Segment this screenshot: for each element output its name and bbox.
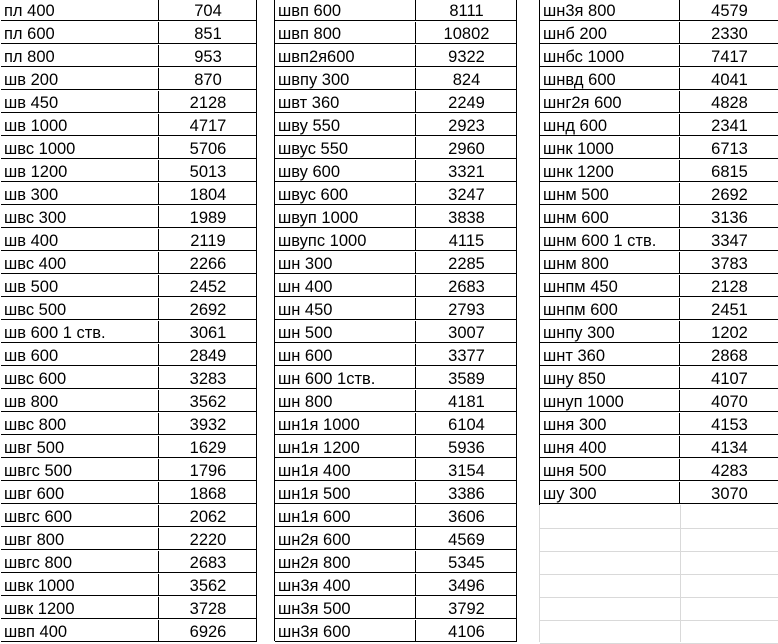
item-name-cell: шнк 1200 bbox=[540, 160, 680, 182]
item-price-cell: 3386 bbox=[416, 482, 517, 504]
table-row bbox=[539, 252, 778, 275]
table-row bbox=[274, 482, 516, 505]
table-row bbox=[539, 22, 778, 45]
item-name-cell: шв 800 bbox=[1, 390, 159, 412]
table-row bbox=[274, 597, 516, 620]
item-price-cell: 6926 bbox=[159, 620, 257, 642]
item-name-cell: швс 600 bbox=[1, 367, 159, 389]
item-name-cell: шн2я 800 bbox=[275, 551, 416, 573]
table-row bbox=[274, 459, 516, 482]
item-price-cell: 3783 bbox=[680, 252, 778, 274]
empty-grid-line bbox=[539, 505, 540, 642]
item-price-cell: 2249 bbox=[416, 91, 517, 113]
item-price-cell: 5936 bbox=[416, 436, 517, 458]
item-price-cell: 2341 bbox=[680, 114, 778, 136]
item-name-cell: пл 800 bbox=[1, 45, 159, 67]
item-price-cell: 3247 bbox=[416, 183, 517, 205]
item-name-cell: шв 200 bbox=[1, 68, 159, 90]
empty-grid-line bbox=[540, 620, 778, 621]
table-row bbox=[0, 482, 256, 505]
item-price-cell: 2683 bbox=[159, 551, 257, 573]
item-price-cell: 1796 bbox=[159, 459, 257, 481]
table-row bbox=[0, 183, 256, 206]
item-price-cell: 704 bbox=[159, 0, 257, 21]
table-row bbox=[274, 114, 516, 137]
item-price-cell: 3154 bbox=[416, 459, 517, 481]
item-price-cell: 2062 bbox=[159, 505, 257, 527]
table-row bbox=[539, 436, 778, 459]
item-price-cell: 1202 bbox=[680, 321, 778, 343]
table-row bbox=[0, 344, 256, 367]
table-row bbox=[0, 436, 256, 459]
table-row bbox=[539, 390, 778, 413]
item-name-cell: шнуп 1000 bbox=[540, 390, 680, 412]
table-row bbox=[539, 206, 778, 229]
item-price-cell: 6815 bbox=[680, 160, 778, 182]
table-row bbox=[0, 459, 256, 482]
table-row bbox=[274, 551, 516, 574]
item-price-cell: 953 bbox=[159, 45, 257, 67]
item-price-cell: 4181 bbox=[416, 390, 517, 412]
item-name-cell: шнд 600 bbox=[540, 114, 680, 136]
empty-grid-line bbox=[540, 597, 778, 598]
item-price-cell: 2692 bbox=[680, 183, 778, 205]
item-name-cell: швгс 800 bbox=[1, 551, 159, 573]
item-name-cell: швг 500 bbox=[1, 436, 159, 458]
item-price-cell: 4070 bbox=[680, 390, 778, 412]
table-row bbox=[274, 574, 516, 597]
item-name-cell: швп2я600 bbox=[275, 45, 416, 67]
table-row bbox=[274, 528, 516, 551]
item-name-cell: швс 300 bbox=[1, 206, 159, 228]
item-price-cell: 2960 bbox=[416, 137, 517, 159]
item-price-cell: 4115 bbox=[416, 229, 517, 251]
item-price-cell: 3283 bbox=[159, 367, 257, 389]
item-name-cell: швп 600 bbox=[275, 0, 416, 21]
table-row bbox=[0, 574, 256, 597]
table-row bbox=[274, 252, 516, 275]
item-name-cell: швус 550 bbox=[275, 137, 416, 159]
item-price-cell: 3007 bbox=[416, 321, 517, 343]
table-row bbox=[274, 91, 516, 114]
table-row bbox=[539, 137, 778, 160]
item-price-cell: 7417 bbox=[680, 45, 778, 67]
item-price-cell: 3061 bbox=[159, 321, 257, 343]
table-row bbox=[274, 22, 516, 45]
item-name-cell: швпу 300 bbox=[275, 68, 416, 90]
item-name-cell: шв 400 bbox=[1, 229, 159, 251]
item-price-cell: 3070 bbox=[680, 482, 778, 504]
table-row bbox=[0, 620, 256, 643]
table-row bbox=[0, 528, 256, 551]
item-price-cell: 9322 bbox=[416, 45, 517, 67]
item-name-cell: швп 400 bbox=[1, 620, 159, 642]
item-name-cell: швт 360 bbox=[275, 91, 416, 113]
item-price-cell: 2285 bbox=[416, 252, 517, 274]
item-name-cell: шн1я 500 bbox=[275, 482, 416, 504]
item-name-cell: швуп 1000 bbox=[275, 206, 416, 228]
table-row bbox=[274, 229, 516, 252]
item-price-cell: 1629 bbox=[159, 436, 257, 458]
table-row bbox=[274, 137, 516, 160]
item-price-cell: 2266 bbox=[159, 252, 257, 274]
item-price-cell: 3496 bbox=[416, 574, 517, 596]
table-row bbox=[539, 413, 778, 436]
item-name-cell: шв 300 bbox=[1, 183, 159, 205]
table-row bbox=[539, 68, 778, 91]
table-row bbox=[0, 22, 256, 45]
item-price-cell: 824 bbox=[416, 68, 517, 90]
item-name-cell: шнпм 600 bbox=[540, 298, 680, 320]
item-name-cell: шн 600 1ств. bbox=[275, 367, 416, 389]
item-name-cell: шн3я 500 bbox=[275, 597, 416, 619]
table-row bbox=[274, 413, 516, 436]
table-row bbox=[274, 367, 516, 390]
table-row bbox=[0, 321, 256, 344]
item-name-cell: шну 850 bbox=[540, 367, 680, 389]
item-name-cell: шнг2я 600 bbox=[540, 91, 680, 113]
table-row bbox=[274, 183, 516, 206]
item-price-cell: 3136 bbox=[680, 206, 778, 228]
table-row bbox=[0, 597, 256, 620]
item-price-cell: 851 bbox=[159, 22, 257, 44]
item-name-cell: шня 500 bbox=[540, 459, 680, 481]
table-row bbox=[274, 206, 516, 229]
table-row bbox=[539, 45, 778, 68]
table-row bbox=[0, 114, 256, 137]
item-name-cell: швус 600 bbox=[275, 183, 416, 205]
table-row bbox=[274, 275, 516, 298]
item-name-cell: швс 800 bbox=[1, 413, 159, 435]
table-row bbox=[274, 620, 516, 643]
item-name-cell: шнбс 1000 bbox=[540, 45, 680, 67]
item-price-cell: 6104 bbox=[416, 413, 517, 435]
table-row bbox=[0, 137, 256, 160]
item-name-cell: шв 600 bbox=[1, 344, 159, 366]
item-name-cell: шв 450 bbox=[1, 91, 159, 113]
item-name-cell: шу 300 bbox=[540, 482, 680, 504]
item-name-cell: шн 300 bbox=[275, 252, 416, 274]
item-price-cell: 2451 bbox=[680, 298, 778, 320]
item-name-cell: шн1я 1200 bbox=[275, 436, 416, 458]
item-price-cell: 3562 bbox=[159, 574, 257, 596]
table-row bbox=[274, 0, 516, 22]
table-row bbox=[539, 183, 778, 206]
item-name-cell: швс 400 bbox=[1, 252, 159, 274]
item-name-cell: шнм 600 1 ств. bbox=[540, 229, 680, 251]
item-price-cell: 2128 bbox=[159, 91, 257, 113]
item-price-cell: 4041 bbox=[680, 68, 778, 90]
item-name-cell: шн 800 bbox=[275, 390, 416, 412]
table-row bbox=[0, 275, 256, 298]
item-name-cell: пл 400 bbox=[1, 0, 159, 21]
item-price-cell: 3728 bbox=[159, 597, 257, 619]
item-price-cell: 2128 bbox=[680, 275, 778, 297]
item-price-cell: 4828 bbox=[680, 91, 778, 113]
item-price-cell: 2692 bbox=[159, 298, 257, 320]
table-row bbox=[539, 114, 778, 137]
item-name-cell: шн1я 1000 bbox=[275, 413, 416, 435]
item-name-cell: шн3я 400 bbox=[275, 574, 416, 596]
item-name-cell: шн 500 bbox=[275, 321, 416, 343]
item-name-cell: шнк 1000 bbox=[540, 137, 680, 159]
table-row bbox=[539, 298, 778, 321]
item-price-cell: 3321 bbox=[416, 160, 517, 182]
item-price-cell: 4106 bbox=[416, 620, 517, 642]
table-row bbox=[539, 275, 778, 298]
item-price-cell: 2849 bbox=[159, 344, 257, 366]
item-price-cell: 5345 bbox=[416, 551, 517, 573]
table-row bbox=[0, 91, 256, 114]
table-row bbox=[539, 91, 778, 114]
item-price-cell: 2683 bbox=[416, 275, 517, 297]
item-name-cell: шв 500 bbox=[1, 275, 159, 297]
item-name-cell: швупс 1000 bbox=[275, 229, 416, 251]
item-price-cell: 2119 bbox=[159, 229, 257, 251]
empty-grid-line bbox=[540, 551, 778, 552]
item-name-cell: шн 600 bbox=[275, 344, 416, 366]
item-price-cell: 1804 bbox=[159, 183, 257, 205]
item-name-cell: шв 600 1 ств. bbox=[1, 321, 159, 343]
table-row bbox=[539, 321, 778, 344]
table-row bbox=[274, 160, 516, 183]
item-name-cell: швп 800 bbox=[275, 22, 416, 44]
table-row bbox=[0, 68, 256, 91]
item-price-cell: 2452 bbox=[159, 275, 257, 297]
table-row bbox=[0, 551, 256, 574]
empty-grid-line bbox=[540, 574, 778, 575]
item-name-cell: шня 300 bbox=[540, 413, 680, 435]
table-row bbox=[539, 160, 778, 183]
item-price-cell: 6713 bbox=[680, 137, 778, 159]
table-row bbox=[0, 252, 256, 275]
item-price-cell: 4579 bbox=[680, 0, 778, 21]
item-price-cell: 4717 bbox=[159, 114, 257, 136]
item-price-cell: 2330 bbox=[680, 22, 778, 44]
item-name-cell: швк 1200 bbox=[1, 597, 159, 619]
item-name-cell: шнт 360 bbox=[540, 344, 680, 366]
item-name-cell: шн2я 600 bbox=[275, 528, 416, 550]
item-name-cell: шв 1200 bbox=[1, 160, 159, 182]
item-price-cell: 4283 bbox=[680, 459, 778, 481]
table-row bbox=[0, 413, 256, 436]
item-name-cell: шв 1000 bbox=[1, 114, 159, 136]
table-row bbox=[539, 0, 778, 22]
item-price-cell: 3347 bbox=[680, 229, 778, 251]
table-row bbox=[274, 390, 516, 413]
item-name-cell: швс 500 bbox=[1, 298, 159, 320]
item-name-cell: шнм 800 bbox=[540, 252, 680, 274]
item-price-cell: 3562 bbox=[159, 390, 257, 412]
table-row bbox=[274, 68, 516, 91]
empty-grid-line bbox=[540, 528, 778, 529]
item-name-cell: шн 400 bbox=[275, 275, 416, 297]
item-name-cell: шву 550 bbox=[275, 114, 416, 136]
item-name-cell: шнпу 300 bbox=[540, 321, 680, 343]
item-name-cell: шнпм 450 bbox=[540, 275, 680, 297]
table-row bbox=[0, 160, 256, 183]
item-name-cell: шнм 600 bbox=[540, 206, 680, 228]
item-price-cell: 3792 bbox=[416, 597, 517, 619]
item-name-cell: шн3я 600 bbox=[275, 620, 416, 642]
table-row bbox=[539, 459, 778, 482]
item-price-cell: 3838 bbox=[416, 206, 517, 228]
item-name-cell: швс 1000 bbox=[1, 137, 159, 159]
item-name-cell: швг 800 bbox=[1, 528, 159, 550]
item-price-cell: 870 bbox=[159, 68, 257, 90]
item-price-cell: 3589 bbox=[416, 367, 517, 389]
item-name-cell: шнб 200 bbox=[540, 22, 680, 44]
item-name-cell: шнм 500 bbox=[540, 183, 680, 205]
table-row bbox=[539, 229, 778, 252]
item-name-cell: швгс 500 bbox=[1, 459, 159, 481]
item-name-cell: швгс 600 bbox=[1, 505, 159, 527]
item-price-cell: 5706 bbox=[159, 137, 257, 159]
item-price-cell: 1989 bbox=[159, 206, 257, 228]
item-name-cell: шн 450 bbox=[275, 298, 416, 320]
table-row bbox=[0, 390, 256, 413]
table-row bbox=[274, 321, 516, 344]
table-row bbox=[274, 436, 516, 459]
table-row bbox=[0, 367, 256, 390]
item-price-cell: 3377 bbox=[416, 344, 517, 366]
item-name-cell: шн1я 600 bbox=[275, 505, 416, 527]
table-row bbox=[274, 505, 516, 528]
item-price-cell: 3932 bbox=[159, 413, 257, 435]
item-name-cell: швк 1000 bbox=[1, 574, 159, 596]
table-row bbox=[539, 482, 778, 505]
item-name-cell: шня 400 bbox=[540, 436, 680, 458]
item-name-cell: швг 600 bbox=[1, 482, 159, 504]
item-price-cell: 8111 bbox=[416, 0, 517, 21]
item-price-cell: 4153 bbox=[680, 413, 778, 435]
table-row bbox=[0, 45, 256, 68]
item-name-cell: шн3я 800 bbox=[540, 0, 680, 21]
item-name-cell: шнвд 600 bbox=[540, 68, 680, 90]
item-price-cell: 3606 bbox=[416, 505, 517, 527]
item-price-cell: 4134 bbox=[680, 436, 778, 458]
item-price-cell: 1868 bbox=[159, 482, 257, 504]
item-name-cell: шву 600 bbox=[275, 160, 416, 182]
table-row bbox=[0, 0, 256, 22]
item-name-cell: пл 600 bbox=[1, 22, 159, 44]
table-row bbox=[539, 344, 778, 367]
item-price-cell: 10802 bbox=[416, 22, 517, 44]
table-row bbox=[0, 229, 256, 252]
item-price-cell: 4107 bbox=[680, 367, 778, 389]
table-row bbox=[539, 367, 778, 390]
table-row bbox=[0, 298, 256, 321]
item-name-cell: шн1я 400 bbox=[275, 459, 416, 481]
table-row bbox=[0, 505, 256, 528]
item-price-cell: 4569 bbox=[416, 528, 517, 550]
item-price-cell: 5013 bbox=[159, 160, 257, 182]
table-row bbox=[274, 298, 516, 321]
table-row bbox=[274, 45, 516, 68]
item-price-cell: 2868 bbox=[680, 344, 778, 366]
table-row bbox=[274, 344, 516, 367]
item-price-cell: 2923 bbox=[416, 114, 517, 136]
item-price-cell: 2220 bbox=[159, 528, 257, 550]
table-row bbox=[0, 206, 256, 229]
empty-grid-line bbox=[680, 505, 681, 642]
item-price-cell: 2793 bbox=[416, 298, 517, 320]
